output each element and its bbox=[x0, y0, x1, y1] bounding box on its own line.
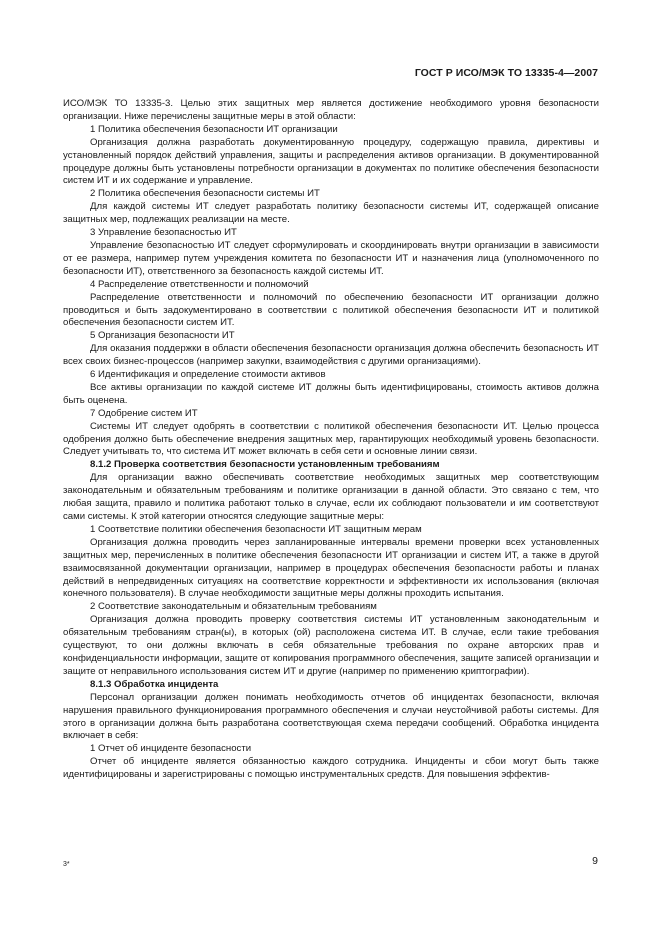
section-heading: 8.1.2 Проверка соответствия безопасности установленным требованиям bbox=[90, 459, 440, 471]
paragraph: 6 Идентификация и определение стоимости активов bbox=[90, 369, 326, 381]
paragraph: Отчет об инциденте является обязанностью каждого сотрудника. Инциденты и сбои могут быть также идентифицированы и зарегистрированы с помощью инструментальных средств. Для повышения эффектив- bbox=[63, 756, 599, 781]
document-body bbox=[63, 98, 599, 782]
paragraph: 1 Соответствие политики обеспечения безопасности ИТ защитным мерам bbox=[90, 523, 422, 535]
page-number: 9 bbox=[592, 855, 598, 867]
paragraph: 4 Распределение ответственности и полномочий bbox=[90, 278, 309, 290]
paragraph: Для организации важно обеспечивать соответствие необходимых защитных мер соответствующим законодательным и обязательным требованиям и политике организации в данной области. Это связано с тем, что любая защита, правило и политика работают только в случае, если их соблюдают пользователи и им соответствуют сами системы. К этой категории относятся следующие защитные меры: bbox=[63, 472, 599, 522]
paragraph: Организация должна разработать документированную процедуру, содержащую правила, директивы и установленный порядок действий управления, защиты и распределения активов организации. В документированной процедуре должны быть установлены потребности организации в документах по политике обеспечения безопасности систем ИТ и их содержание и управление. bbox=[63, 136, 599, 187]
section-heading: 8.1.3 Обработка инцидента bbox=[90, 678, 219, 690]
paragraph: Для каждой системы ИТ следует разработать политику безопасности системы ИТ, содержащей описание защитных мер, подлежащих реализации на месте. bbox=[63, 201, 599, 226]
paragraph: Персонал организации должен понимать необходимость отчетов об инцидентах безопасности, включая нарушения правильного функционирования программного обеспечения и случаи неустойчивой работы системы. Для этого в организации должна быть разработана соответствующая схема передачи сообщений. Обработка инцидента включает в себя: bbox=[63, 691, 599, 742]
paragraph: 2 Политика обеспечения безопасности системы ИТ bbox=[90, 188, 320, 200]
footer-mark: 3* bbox=[63, 861, 70, 868]
paragraph: Системы ИТ следует одобрять в соответствии с политикой обеспечения безопасности ИТ. Целью процесса одобрения должно быть обеспечение внедрения защитных мер, гарантирующих необходимый уровень безопасности. Следует учитывать то, что система ИТ может включать в себя сети и основные линии связи. bbox=[63, 420, 599, 458]
paragraph: Для оказания поддержки в области обеспечения безопасности организация должна обеспечить безопасность ИТ всех своих бизнес-процессов (например закупки, взаимодействия с другими организациями). bbox=[63, 343, 599, 368]
paragraph: 5 Организация безопасности ИТ bbox=[90, 330, 235, 342]
paragraph: Все активы организации по каждой системе ИТ должны быть идентифицированы, стоимость активов должна быть оценена. bbox=[63, 381, 599, 406]
paragraph: Организация должна проводить проверку соответствия системы ИТ установленным законодательным и обязательным требованиям стран(ы), в которых (ой) расположена система ИТ. В случае, если такие требования существуют, то они должны включать в себя обязательные требования по охране авторских прав и конфиденциальности информации, защите от копирования программного обеспечения, защите записей организации и защите от неправильного использования систем ИТ и другие (например по применению криптографии). bbox=[63, 614, 599, 677]
paragraph: ИСО/МЭК ТО 13335-3. Целью этих защитных мер является достижение необходимого уровня безопасности организации. Ниже перечислены защитные меры в этой области: bbox=[63, 98, 599, 122]
paragraph: 1 Политика обеспечения безопасности ИТ организации bbox=[90, 123, 338, 135]
paragraph: 3 Управление безопасностью ИТ bbox=[90, 227, 237, 239]
paragraph: Управление безопасностью ИТ следует сформулировать и скоординировать внутри организации в зависимости от ее размера, например путем учреждения комитета по безопасности ИТ и назначения лица (уполномоченного по безопасности ИТ), ответственного за безопасность каждой системы ИТ. bbox=[63, 239, 599, 277]
paragraph: Распределение ответственности и полномочий по обеспечению безопасности ИТ организации должно проводиться и быть задокументировано в соответствии с политикой обеспечения безопасности ИТ и политикой обеспечения безопасности систем ИТ. bbox=[63, 291, 599, 329]
paragraph: 1 Отчет об инциденте безопасности bbox=[90, 743, 252, 755]
paragraph: 2 Соответствие законодательным и обязательным требованиям bbox=[90, 601, 377, 613]
paragraph: Организация должна проводить через запланированные интервалы времени проверки всех установленных защитных мер, перечисленных в политике обеспечения безопасности ИТ организации и систем ИТ, а также в другой взаимосвязанной документации организации, например в процедурах обеспечения безопасности работы и планах действий в непредвиденных ситуациях на соответствие корректности и эффективности их использования (включая конечного пользователя). В случае необходимости защитные меры должны проходить испытания. bbox=[63, 536, 599, 600]
document-header: ГОСТ Р ИСО/МЭК ТО 13335-4—2007 bbox=[414, 67, 598, 79]
paragraph: 7 Одобрение систем ИТ bbox=[90, 407, 198, 419]
